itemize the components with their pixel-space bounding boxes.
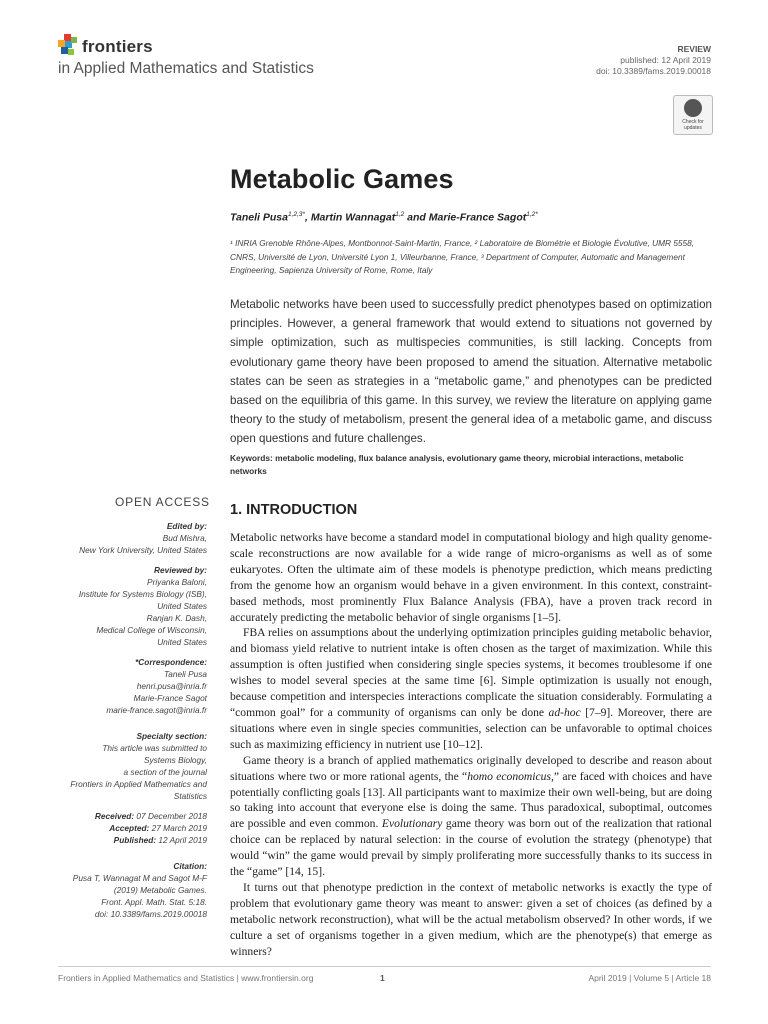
paper-title: Metabolic Games: [230, 164, 454, 194]
footer-issue-info: April 2019 | Volume 5 | Article 18: [588, 973, 711, 983]
check-updates-label: Check for updates: [682, 119, 704, 131]
paragraph: Metabolic networks have become a standard model in computational biology and high quality genome-scale reconstructions are now available for a wide range of micro-organisms as well as of some eukaryotes. Often the ultimate aim of these models is phenotype prediction, which means predicting from the genome how an organism would behave in a given environment. In this context, constraint-based methods, most prominently Flux Balance Analysis (FBA), have a proven track record in accurately predicting the metabolic behavior of single organisms [1–5].: [230, 531, 712, 624]
editor-name: Bud Mishra,: [162, 533, 207, 543]
affiliations: ¹ INRIA Grenoble Rhône-Alpes, Montbonnot-Saint-Martin, France, ² Laboratoire de Biométrie et Biologie Évolutive, UMR 5558, CNRS, Université de Lyon, Université Lyon 1, Villeurbanne, France, ³ Department of Computer, Automatic and Management Engineering, Sapienza University of Rome, Rome, Italy: [230, 238, 695, 275]
paragraph: [230, 625, 712, 752]
citation-line: Front. Appl. Math. Stat. 5:18.: [101, 897, 207, 907]
footer-journal-link[interactable]: Frontiers in Applied Mathematics and Statistics | www.frontiersin.org: [58, 973, 314, 983]
keywords: Keywords: metabolic modeling, flux balance analysis, evolutionary game theory, microbial interactions, metabolic networks: [230, 453, 684, 476]
specialty-line: Systems Biology,: [143, 755, 207, 765]
journal-name: in Applied Mathematics and Statistics: [58, 60, 314, 77]
email-link[interactable]: henri.pusa@inria.fr: [136, 681, 207, 691]
paragraph: [230, 753, 712, 880]
check-for-updates-button[interactable]: [673, 95, 713, 135]
reviewer-affil: United States: [157, 601, 207, 611]
author-list: [230, 211, 538, 224]
text-run: FBA relies on assumptions about the underlying optimization principles guiding metabolic behavior, and biomass yield relative to nutrient intake is often chosen as the target of maximization. While this assumption is often justified when considering single species systems, it becomes troublesome if one wishes to model several species at the same time [6]. Simple optimization is usually not enough, because competition and interspecies interactions complicate the situation considerably. Formulating a “common goal” for a community of organisms can only be done: [230, 626, 712, 719]
specialty-line: Frontiers in Applied Mathematics and: [70, 779, 207, 789]
corresponding-author: Marie-France Sagot: [133, 693, 207, 703]
reviewer-affil: United States: [157, 637, 207, 647]
reviewed-by-label: Reviewed by:: [153, 565, 207, 575]
reviewer-affil: Institute for Systems Biology (ISB),: [78, 589, 207, 599]
brand-name: frontiers: [82, 37, 153, 56]
bookmark-icon: [684, 99, 702, 117]
italic-term: ad-hoc: [548, 705, 581, 719]
specialty-line: a section of the journal: [123, 767, 207, 777]
author-affil-sup: 1,2: [395, 211, 405, 218]
published-date: published: 12 April 2019: [620, 55, 711, 65]
paragraph: It turns out that phenotype prediction in the context of metabolic networks is exactly the type of problem that evolutionary game theory was meant to answer: given a set of choices (as defined by a metabolic network reconstruction), what will be the actual metabolism observed? In other words, if we culture a set of organisms together in a given medium, which are the phenotype(s) that emerge as winners?: [230, 880, 712, 958]
received-date: 07 December 2018: [136, 811, 207, 821]
reviewer-affil: Medical College of Wisconsin,: [96, 625, 207, 635]
footer-divider: [58, 966, 711, 967]
accepted-label: Accepted:: [109, 823, 150, 833]
page-number: 1: [380, 973, 385, 983]
italic-term: Evolutionary: [381, 817, 443, 831]
article-type: REVIEW: [677, 44, 711, 54]
abstract: Metabolic networks have been used to successfully predict phenotypes based on optimization principles. However, a general framework that would extend to situations not governed by simple optimization, such as multispecies communities, is still lacking. Concepts from evolutionary game theory have been proposed to amend the situation. Alternative metabolic states can be seen as strategies in a “metabolic game,” and phenotypes can be predicted based on the equilibria of this game. In this survey, we review the literature on applying game theory to the study of metabolism, present the general idea of a metabolic game, and discuss open questions and future challenges.: [230, 298, 712, 446]
text-run: game theory was born out of the realization that rational choice can be replaced by natural selection: in the course of evolution the strategy (phenotype) that would “win” the game would prevail by simply proliferating more successfully thanks to its success in the “game” [14, 15].: [230, 817, 712, 879]
citation-line: (2019) Metabolic Games.: [113, 885, 207, 895]
editor-affil: New York University, United States: [79, 545, 207, 555]
published-label: Published:: [113, 835, 157, 845]
author-affil-sup: 1,2*: [526, 211, 538, 218]
reviewer-name: Priyanka Baloni,: [147, 577, 207, 587]
author-sep: ,: [304, 211, 311, 224]
text-run: Game theory is a branch of applied mathematics originally developed to describe and reason about situations where two or more rational agents, the “: [230, 753, 712, 783]
email-link[interactable]: marie-france.sagot@inria.fr: [106, 705, 207, 715]
specialty-line: Statistics: [173, 791, 207, 801]
citation-label: Citation:: [173, 861, 207, 871]
author-name[interactable]: Martin Wannagat: [310, 211, 396, 224]
text-run: [7–9]. Moreover, there are situations where even in single species communities, selection can be unfavorable to optimal choices such as maximizing efficiency in nutrient use [10–12].: [230, 705, 712, 751]
author-sep: and: [404, 211, 429, 224]
open-access-label: OPEN ACCESS: [115, 495, 210, 509]
section-heading: 1. INTRODUCTION: [230, 502, 358, 518]
italic-term: homo economicus: [467, 769, 551, 783]
accepted-date: 27 March 2019: [151, 823, 207, 833]
specialty-label: Specialty section:: [136, 731, 207, 741]
published-date-sidebar: 12 April 2019: [158, 835, 207, 845]
text-run: ,” are faced with choices and have potentially conflicting goals [13]. All participants want to maximize their own well-being, but are doing so taking into account that everyone else is doing the same. Thus paradoxical, suboptimal, outcomes are possible and even common.: [230, 769, 713, 831]
article-meta: [596, 44, 711, 77]
specialty-line: This article was submitted to: [102, 743, 207, 753]
intro-body: [230, 530, 712, 959]
corresponding-author: Taneli Pusa: [163, 669, 207, 679]
reviewer-name: Ranjan K. Dash,: [146, 613, 207, 623]
author-affil-sup: 1,2,3*: [287, 211, 305, 218]
edited-by-label: Edited by:: [166, 521, 207, 531]
citation-line: Pusa T, Wannagat M and Sagot M-F: [72, 873, 207, 883]
correspondence-label: *Correspondence:: [135, 657, 207, 667]
doi-link[interactable]: doi: 10.3389/fams.2019.00018: [596, 66, 711, 76]
frontiers-logo-icon: [58, 34, 78, 60]
article-info-sidebar: [7, 520, 207, 928]
citation-doi-link[interactable]: doi: 10.3389/fams.2019.00018: [94, 909, 207, 919]
author-name[interactable]: Taneli Pusa: [230, 211, 288, 224]
author-name[interactable]: Marie-France Sagot: [428, 211, 527, 224]
received-label: Received:: [94, 811, 135, 821]
